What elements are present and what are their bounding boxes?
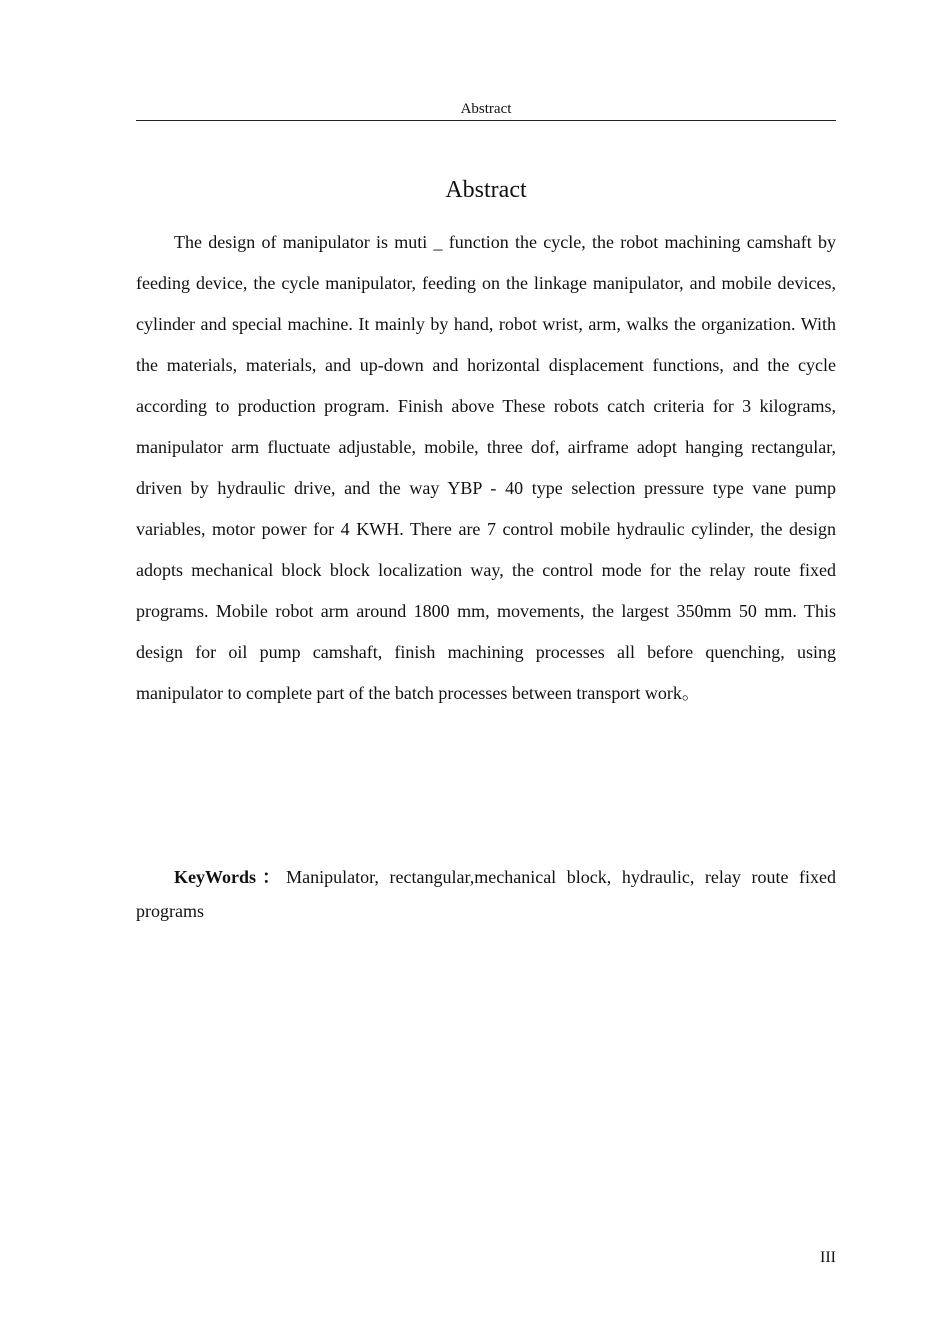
running-header: Abstract xyxy=(460,101,512,117)
keywords-label: KeyWords： xyxy=(174,867,287,887)
abstract-paragraph: The design of manipulator is muti _ function the cycle, the robot machining camshaft by feeding device, the cycle manipulator, feeding on the linkage manipulator, and mobile devices, cylinder and special machine. It mainly by hand, robot wrist, arm, walks the organization. With the materials, materials, and up-down and horizontal displacement functions, and the cycle according to production program. Finish above These robots catch criteria for 3 kilograms, manipulator arm fluctuate adjustable, mobile, three dof, airframe adopt hanging rectangular, driven by hydraulic drive, and the way YBP - 40 type selection pressure type vane pump variables, motor power for 4 KWH. There are 7 control mobile hydraulic cylinder, the design adopts mechanical block block localization way, the control mode for the relay route fixed programs. Mobile robot arm around 1800 mm, movements, the largest 350mm 50 mm. This design for oil pump camshaft, finish machining processes all before quenching, using manipulator to complete part of the batch processes between transport work。 xyxy=(136,232,836,703)
keywords-text: Manipulator, rectangular,mechanical block, hydraulic, relay route fixed programs xyxy=(136,867,836,921)
keywords-line xyxy=(136,860,836,928)
page-number: III xyxy=(820,1249,836,1266)
header-divider xyxy=(136,120,836,121)
page-title: Abstract xyxy=(445,177,527,203)
